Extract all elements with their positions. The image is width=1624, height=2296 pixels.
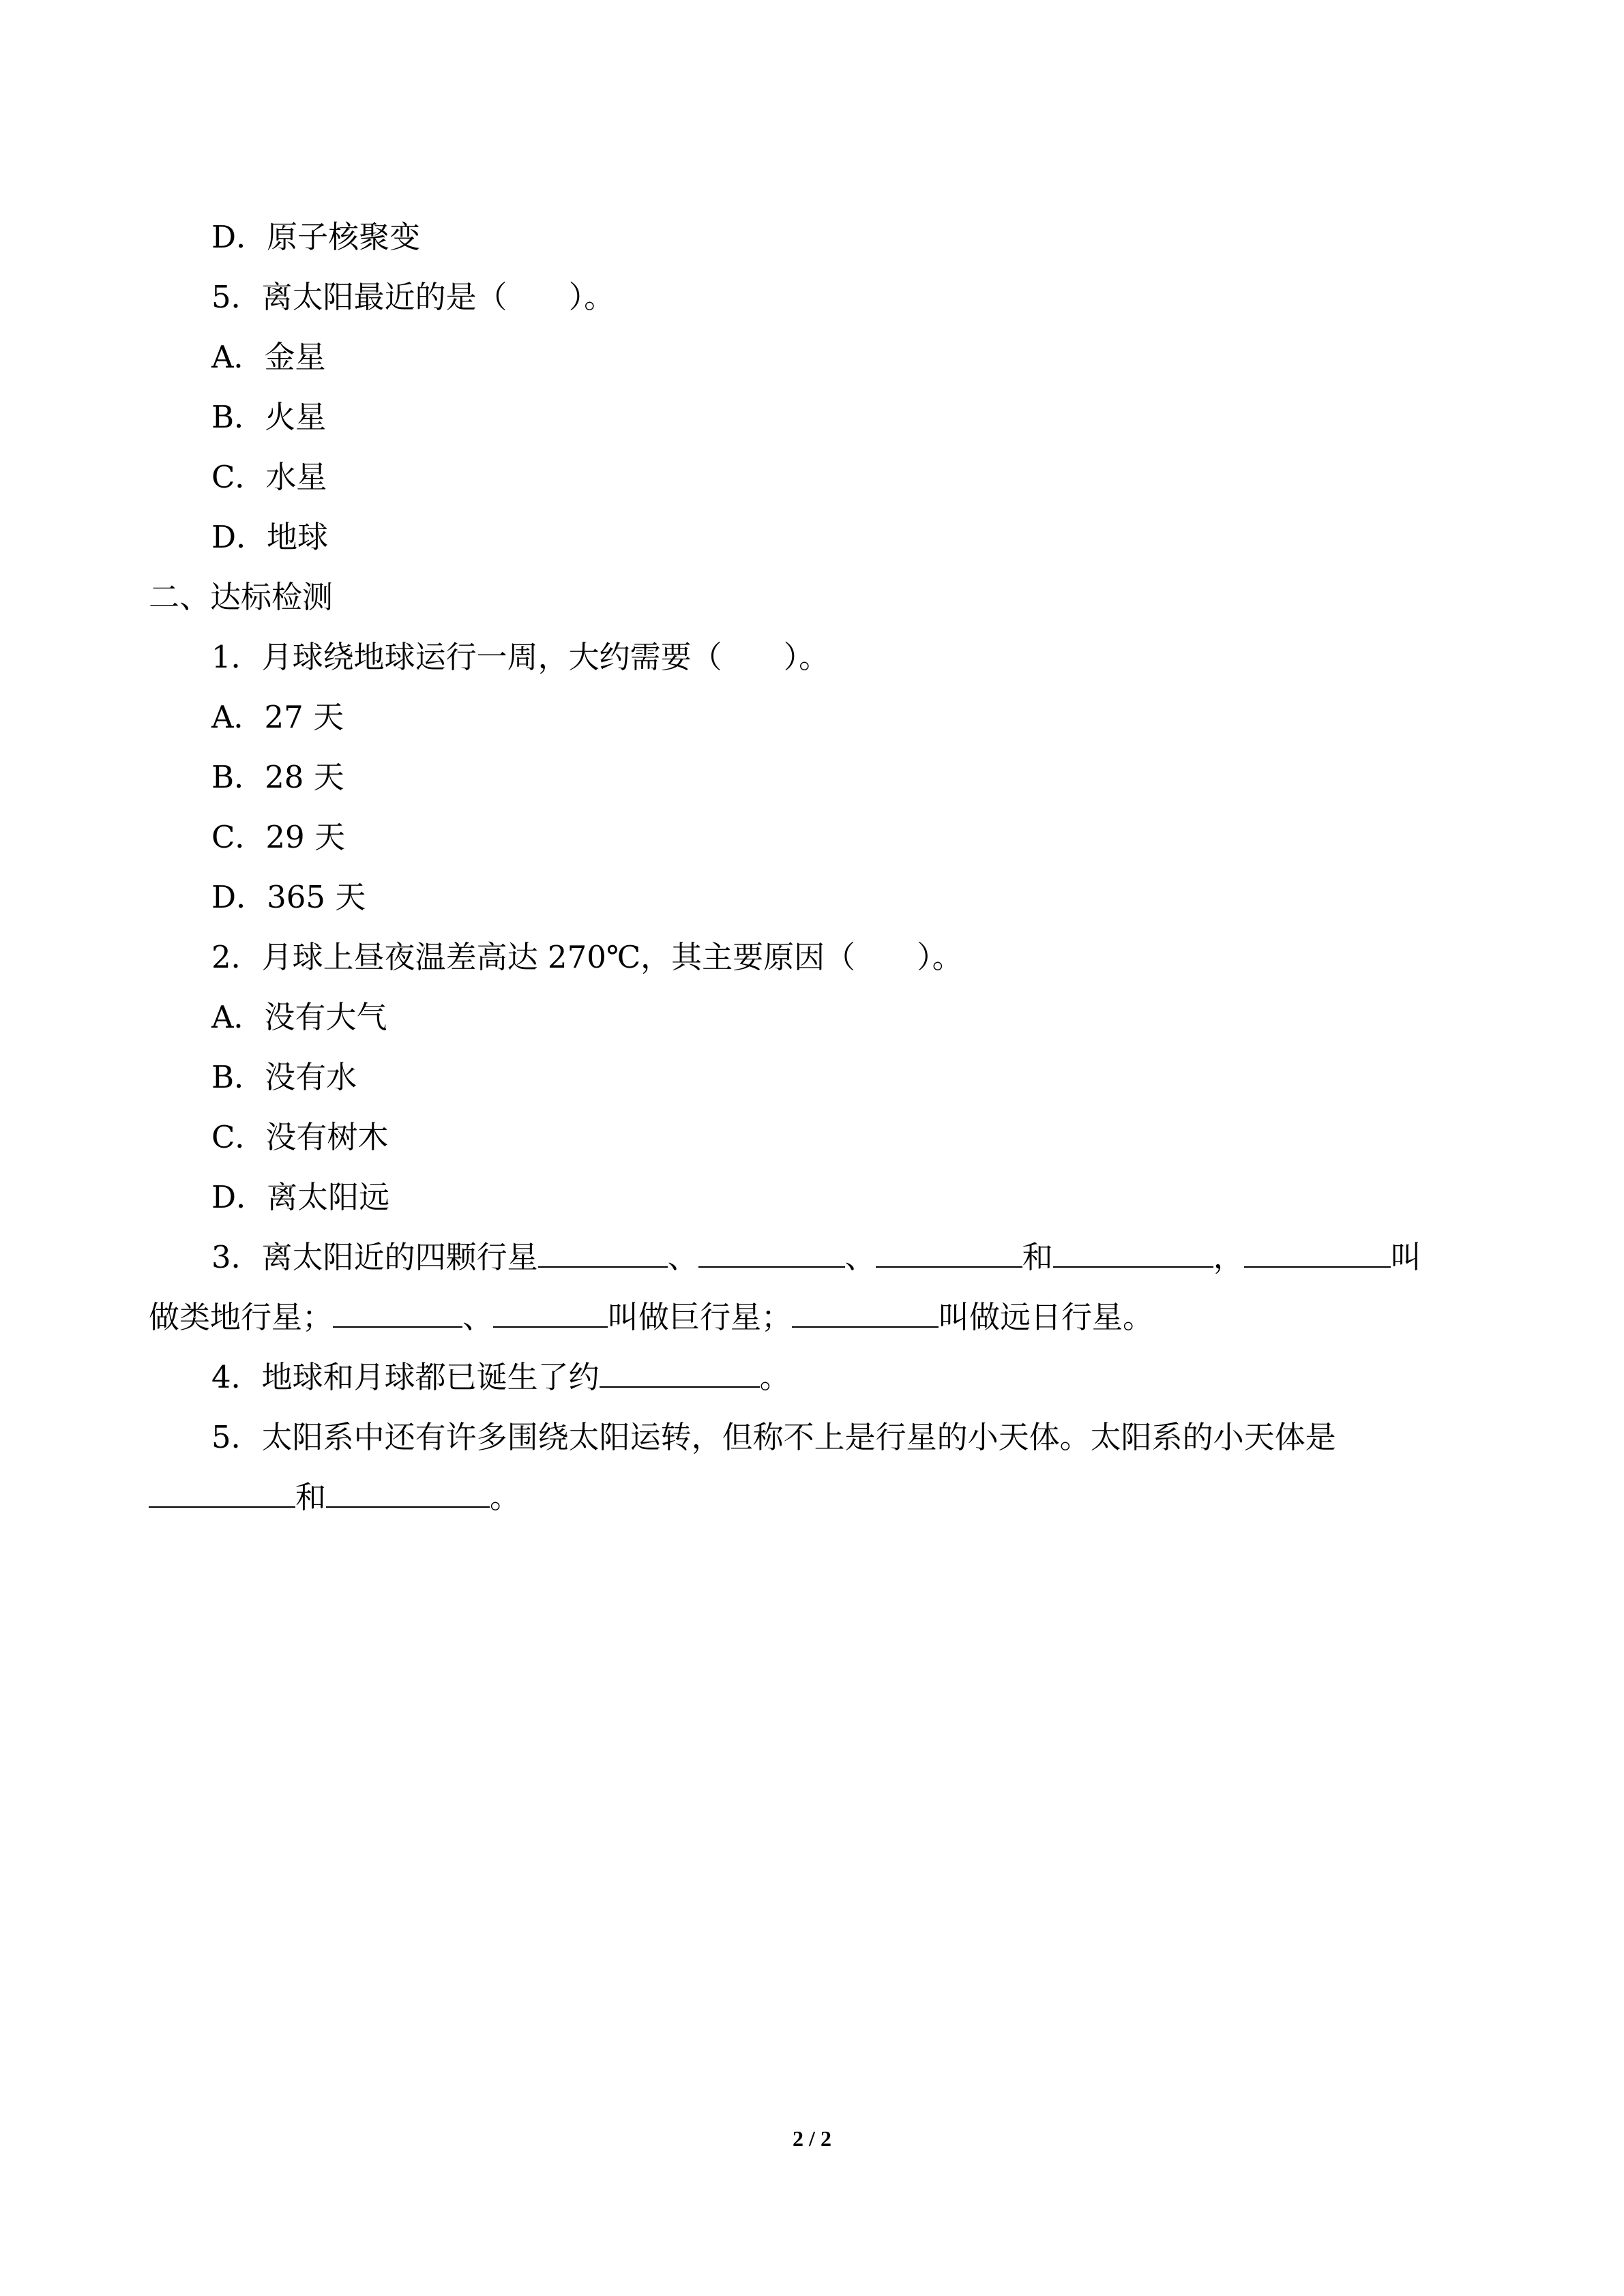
s2-q3-called-2: 叫做巨行星； xyxy=(608,1299,793,1335)
q5-question: 5．离太阳最近的是（ ）。 xyxy=(211,279,615,315)
s2-q3-text-2: 做类地行星； xyxy=(149,1299,334,1335)
s2-q5-line1: 5．太阳系中还有许多围绕太阳运转，但称不上是行星的小天体。太阳系的小天体是 xyxy=(211,1419,1336,1455)
q4-option-d: D．原子核聚变 xyxy=(211,219,421,255)
s2-q2-option-b: B．没有水 xyxy=(211,1059,357,1095)
s2-q1-option-b: B．28 天 xyxy=(211,759,344,795)
s2-q1-option-d: D．365 天 xyxy=(211,879,366,915)
s2-q5-end: 。 xyxy=(490,1479,521,1515)
fill-blank[interactable] xyxy=(600,1359,760,1388)
fill-blank[interactable] xyxy=(333,1299,462,1328)
s2-q4-line xyxy=(211,1357,791,1398)
s2-q5-and: 和 xyxy=(295,1479,327,1515)
s2-q1-question: 1．月球绕地球运行一周，大约需要（ ）。 xyxy=(211,639,830,675)
s2-q3-and: 和 xyxy=(1022,1239,1053,1275)
s2-q3-line1 xyxy=(211,1237,1421,1278)
s2-q2-option-a: A．没有大气 xyxy=(211,999,387,1035)
s2-q1-option-a: A．27 天 xyxy=(211,699,344,735)
q5-option-b: B．火星 xyxy=(211,399,327,435)
fill-blank[interactable] xyxy=(1053,1239,1213,1268)
s2-q3-called-1: 叫 xyxy=(1390,1239,1421,1275)
fill-blank[interactable] xyxy=(1244,1239,1391,1268)
fill-blank[interactable] xyxy=(876,1239,1022,1268)
s2-q3-called-3: 叫做远日行星。 xyxy=(939,1299,1154,1335)
page-number: 2 / 2 xyxy=(793,2126,831,2151)
section-heading: 二、达标检测 xyxy=(149,579,334,615)
s2-q4-end: 。 xyxy=(759,1359,791,1395)
s2-q4-text: 4．地球和月球都已诞生了约 xyxy=(211,1359,600,1395)
fill-blank[interactable] xyxy=(326,1479,490,1508)
s2-q2-option-d: D．离太阳远 xyxy=(211,1179,390,1215)
s2-q3-sep-1: 、 xyxy=(667,1239,698,1275)
q5-option-a: A．金星 xyxy=(211,339,326,375)
fill-blank[interactable] xyxy=(493,1299,608,1328)
fill-blank[interactable] xyxy=(698,1239,845,1268)
q5-option-d: D．地球 xyxy=(211,519,329,555)
fill-blank[interactable] xyxy=(538,1239,668,1268)
s2-q3-sep-3: 、 xyxy=(462,1299,494,1335)
s2-q5-line2 xyxy=(149,1477,520,1518)
s2-q3-line2 xyxy=(149,1297,1153,1338)
s2-q2-question: 2．月球上昼夜温差高达 270℃，其主要原因（ ）。 xyxy=(211,939,963,975)
fill-blank[interactable] xyxy=(149,1479,295,1508)
s2-q3-comma: ， xyxy=(1213,1239,1244,1275)
q5-option-c: C．水星 xyxy=(211,459,327,495)
s2-q2-option-c: C．没有树木 xyxy=(211,1119,389,1155)
s2-q3-text-1: 3．离太阳近的四颗行星 xyxy=(211,1239,538,1275)
fill-blank[interactable] xyxy=(792,1299,939,1328)
s2-q3-sep-2: 、 xyxy=(844,1239,876,1275)
s2-q1-option-c: C．29 天 xyxy=(211,819,345,855)
